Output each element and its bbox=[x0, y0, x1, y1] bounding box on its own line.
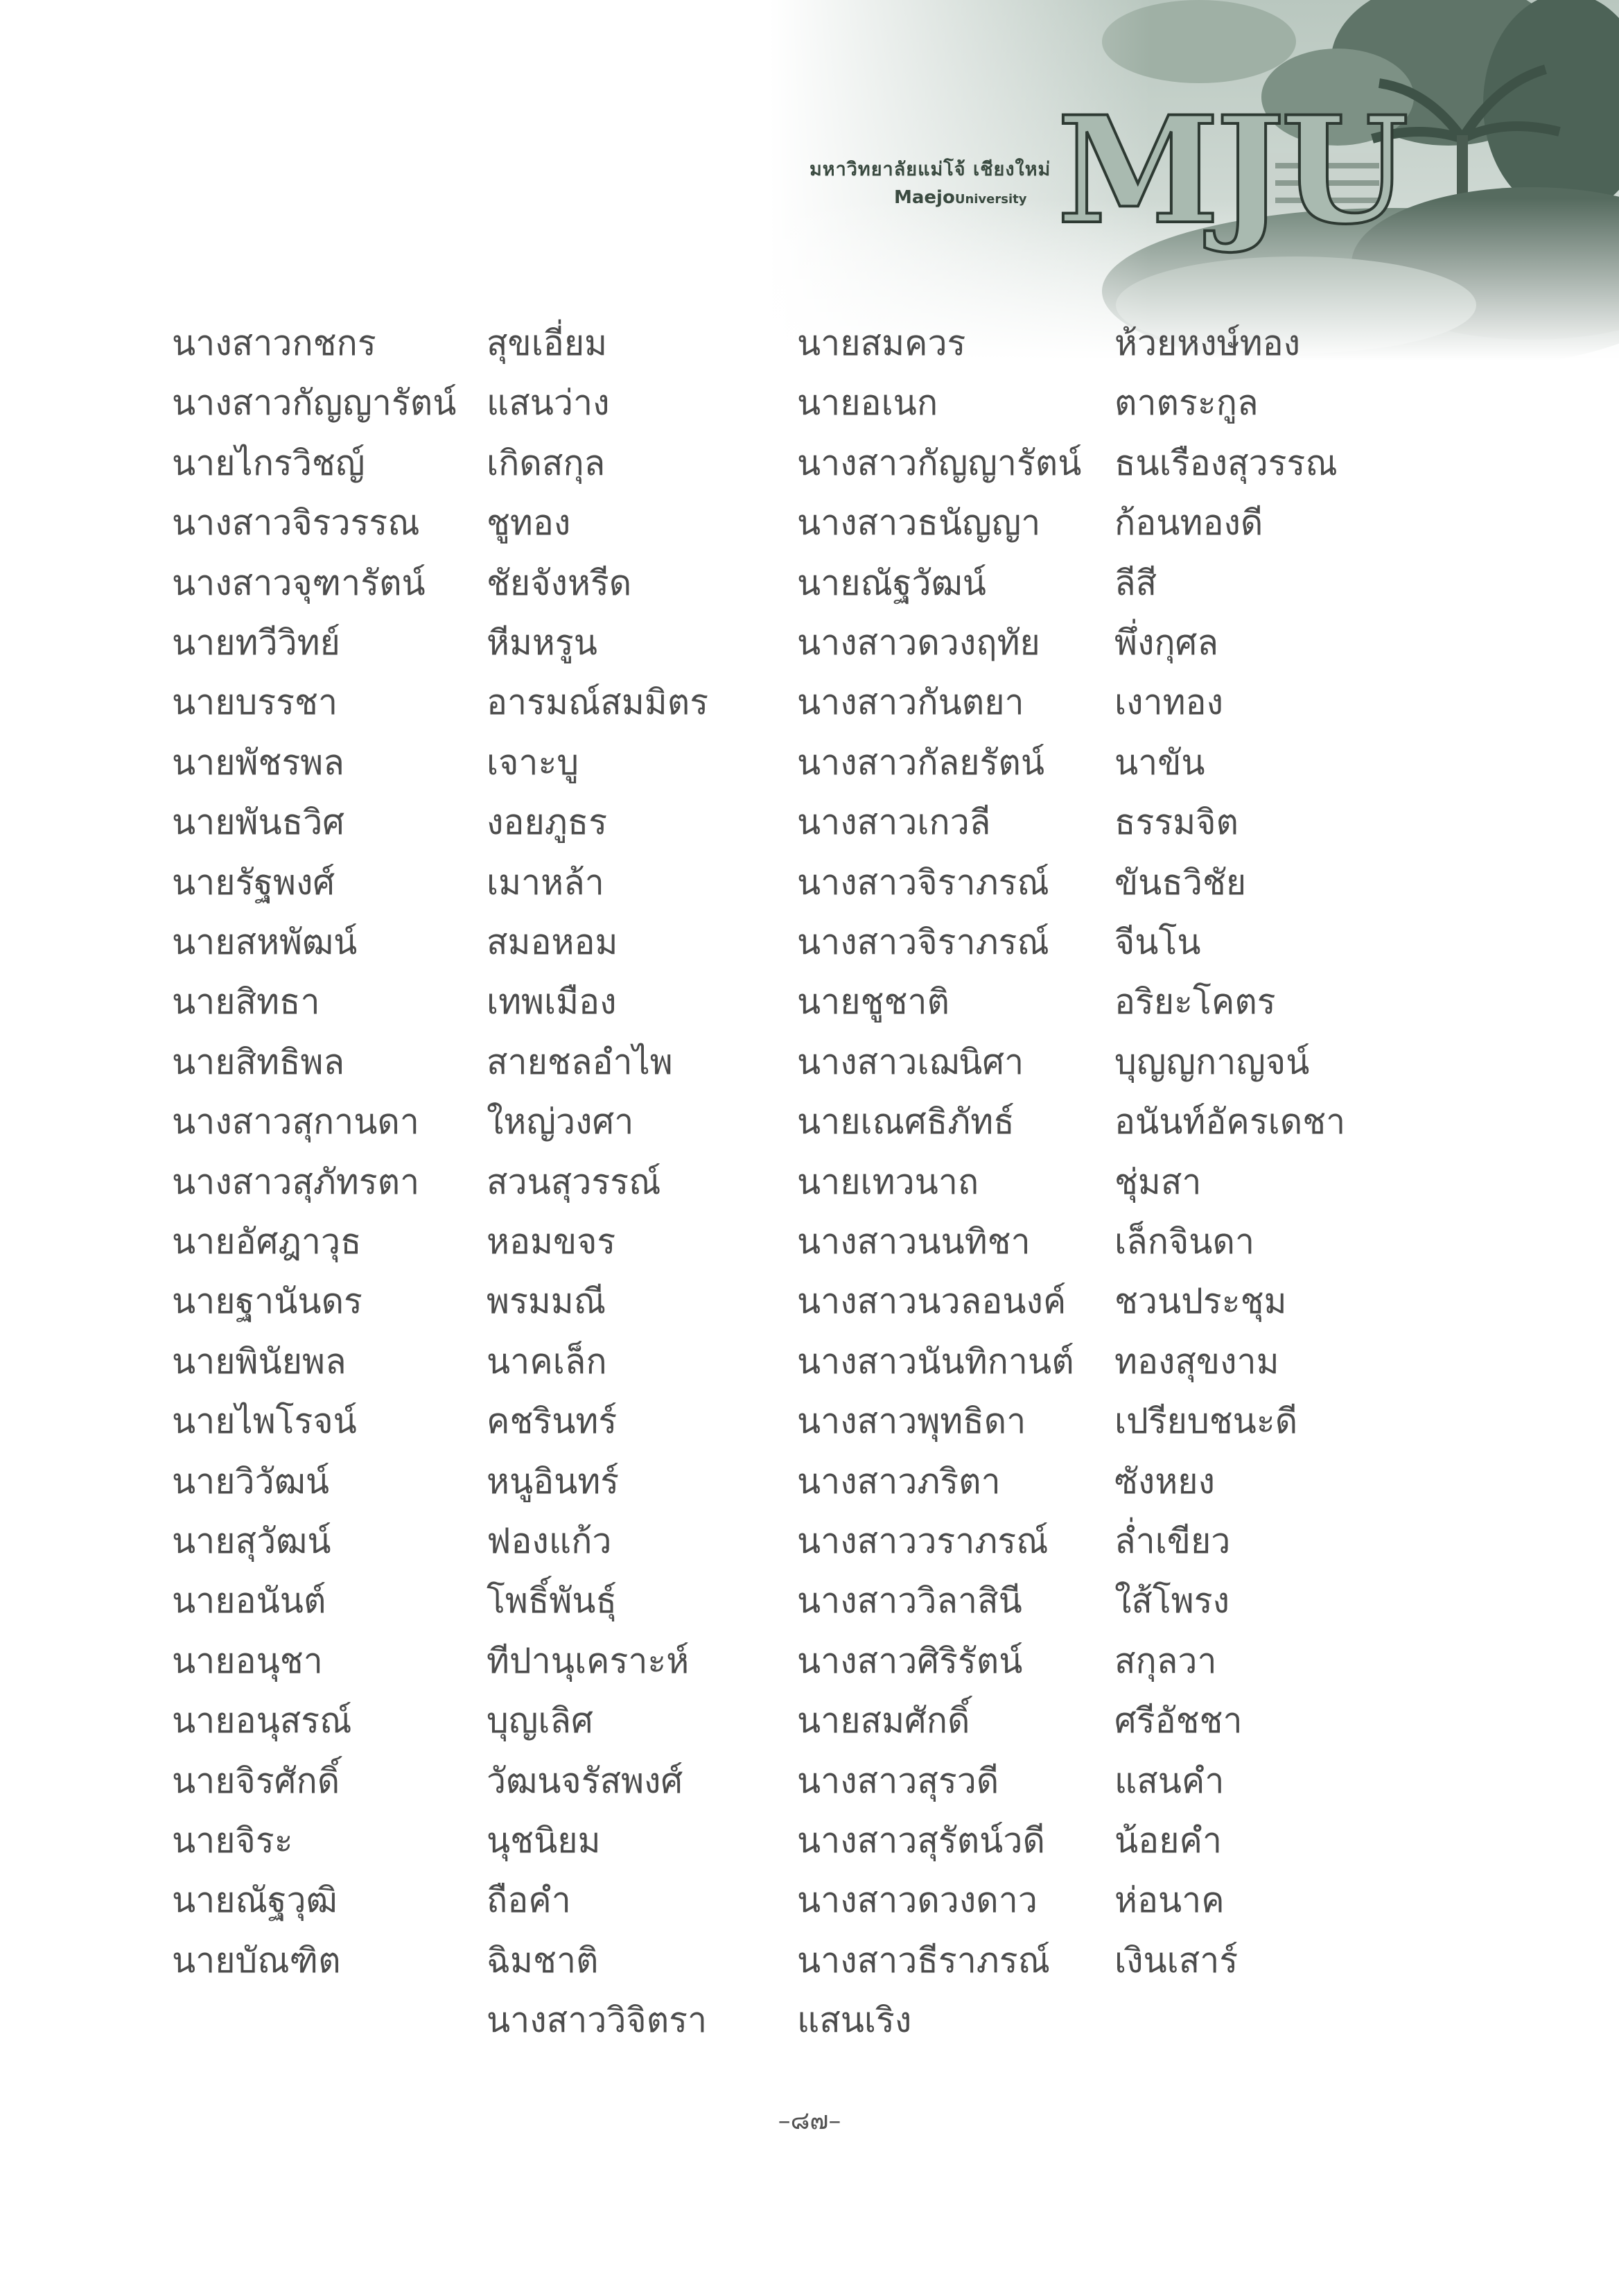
mju-logo: MJU bbox=[1057, 84, 1405, 256]
first-name-right: นางสาวศิริรัตน์ bbox=[797, 1641, 1023, 1681]
name-row bbox=[0, 792, 1619, 852]
last-name-left: หอมขจร bbox=[487, 1221, 616, 1262]
first-name-left: นางสาวจิรวรรณ bbox=[172, 503, 420, 543]
last-name-left: สมอหอม bbox=[487, 922, 618, 962]
first-name-right: นางสาวเกวลี bbox=[797, 802, 991, 842]
first-name-right: นายเณศธิภัทธ์ bbox=[797, 1102, 1015, 1142]
last-name-left: ใหญ่วงศา bbox=[487, 1102, 634, 1142]
first-name-right: นายสมควร bbox=[797, 323, 966, 363]
last-name-left: งอยภูธร bbox=[487, 802, 608, 842]
name-row bbox=[0, 1631, 1619, 1691]
first-name-left: นายสหพัฒน์ bbox=[172, 922, 358, 962]
first-name-right: แสนเริง bbox=[797, 2000, 912, 2040]
first-name-left: นายอนุสรณ์ bbox=[172, 1701, 352, 1741]
last-name-right: น้อยคำ bbox=[1114, 1820, 1223, 1861]
name-row bbox=[0, 1811, 1619, 1870]
last-name-right: ศรีอัชชา bbox=[1114, 1701, 1243, 1741]
last-name-right: อนันท์อัครเดชา bbox=[1114, 1102, 1346, 1142]
last-name-left: ฟองแก้ว bbox=[487, 1521, 612, 1561]
first-name-left: นายพัชรพล bbox=[172, 742, 344, 783]
first-name-left: นายพินัยพล bbox=[172, 1341, 347, 1382]
first-name-left: นายอนุชา bbox=[172, 1641, 323, 1681]
last-name-right: ธรรมจิต bbox=[1114, 802, 1239, 842]
first-name-right: นางสาวกันตยา bbox=[797, 682, 1024, 722]
name-row bbox=[0, 373, 1619, 433]
name-row bbox=[0, 493, 1619, 553]
last-name-left: นางสาววิจิตรา bbox=[487, 2000, 708, 2040]
last-name-right: ชุ่มสา bbox=[1114, 1162, 1202, 1202]
first-name-left: นายจิระ bbox=[172, 1820, 293, 1861]
first-name-left: นางสาวสุภัทรตา bbox=[172, 1162, 420, 1202]
last-name-left: สุขเอี่ยม bbox=[487, 323, 608, 363]
name-row bbox=[0, 1452, 1619, 1511]
first-name-right: นางสาวนวลอนงค์ bbox=[797, 1281, 1067, 1321]
last-name-left: เกิดสกุล bbox=[487, 443, 606, 483]
last-name-right: แสนคำ bbox=[1114, 1761, 1225, 1801]
first-name-right: นางสาวจิราภรณ์ bbox=[797, 922, 1049, 962]
first-name-right: นางสาวธีราภรณ์ bbox=[797, 1940, 1050, 1981]
first-name-right: นางสาวจิราภรณ์ bbox=[797, 862, 1049, 903]
first-name-left: นายบัณฑิต bbox=[172, 1940, 341, 1981]
last-name-right: ทองสุขงาม bbox=[1114, 1341, 1279, 1382]
first-name-left: นายสิทธา bbox=[172, 982, 320, 1022]
first-name-right: นายสมศักดิ์ bbox=[797, 1701, 970, 1741]
first-name-right: นางสาวสุรัตน์วดี bbox=[797, 1820, 1045, 1861]
last-name-left: เมาหล้า bbox=[487, 862, 604, 903]
first-name-left: นายฐานันดร bbox=[172, 1281, 362, 1321]
last-name-left: สวนสุวรรณ์ bbox=[487, 1162, 661, 1202]
first-name-left: นายวิวัฒน์ bbox=[172, 1461, 330, 1502]
name-row bbox=[0, 1751, 1619, 1811]
name-row bbox=[0, 1332, 1619, 1391]
university-name-main: Maejo bbox=[894, 187, 955, 208]
first-name-right: นางสาวกัลยรัตน์ bbox=[797, 742, 1045, 783]
last-name-left: นุชนิยม bbox=[487, 1820, 601, 1861]
last-name-left: ชูทอง bbox=[487, 503, 571, 543]
last-name-left: พรมมณี bbox=[487, 1281, 606, 1321]
name-row bbox=[0, 1691, 1619, 1750]
last-name-left: วัฒนจรัสพงศ์ bbox=[487, 1761, 683, 1801]
last-name-left: ฉิมชาติ bbox=[487, 1940, 599, 1981]
last-name-left: ชัยจังหรีด bbox=[487, 563, 632, 603]
last-name-left: บุญเลิศ bbox=[487, 1701, 593, 1741]
first-name-right: นางสาววราภรณ์ bbox=[797, 1521, 1049, 1561]
last-name-right: ก้อนทองดี bbox=[1114, 503, 1263, 543]
last-name-right: เงินเสาร์ bbox=[1114, 1940, 1239, 1981]
first-name-left: นายณัฐวุฒิ bbox=[172, 1880, 338, 1920]
last-name-right: เล็กจินดา bbox=[1114, 1221, 1255, 1262]
first-name-left: นายสิทธิพล bbox=[172, 1042, 345, 1082]
name-row bbox=[0, 1092, 1619, 1151]
first-name-left: นายทวีวิทย์ bbox=[172, 623, 340, 663]
first-name-right: นางสาววิลาสินี bbox=[797, 1581, 1022, 1621]
name-row bbox=[0, 672, 1619, 732]
last-name-left: โพธิ์พันธุ์ bbox=[487, 1581, 617, 1621]
first-name-left: นายไกรวิชญ์ bbox=[172, 443, 365, 483]
last-name-left: นาคเล็ก bbox=[487, 1341, 607, 1382]
name-row bbox=[0, 912, 1619, 972]
first-name-right: นายอเนก bbox=[797, 383, 938, 423]
first-name-left: นางสาวกัญญารัตน์ bbox=[172, 383, 457, 423]
first-name-left: นายบรรชา bbox=[172, 682, 338, 722]
last-name-right: พึ่งกุศล bbox=[1114, 623, 1219, 663]
last-name-left: หีมหรูน bbox=[487, 623, 597, 663]
first-name-left: นายไพโรจน์ bbox=[172, 1401, 357, 1441]
first-name-right: นางสาวภริตา bbox=[797, 1461, 1001, 1502]
name-row bbox=[0, 313, 1619, 373]
last-name-left: ทีปานุเคราะห์ bbox=[487, 1641, 690, 1681]
first-name-right: นางสาวนนทิชา bbox=[797, 1221, 1031, 1262]
last-name-right: เปรียบชนะดี bbox=[1114, 1401, 1298, 1441]
name-row bbox=[0, 1990, 1619, 2050]
university-name-thai: มหาวิทยาลัยแม่โจ้ เชียงใหม่ bbox=[810, 159, 1051, 180]
first-name-left: นายรัฐพงศ์ bbox=[172, 862, 335, 903]
last-name-right: ใส้โพรง bbox=[1114, 1581, 1230, 1621]
first-name-left: นายอนันต์ bbox=[172, 1581, 326, 1621]
first-name-left: นางสาวจุฑารัตน์ bbox=[172, 563, 426, 603]
university-name-sub: University bbox=[954, 192, 1027, 207]
name-row bbox=[0, 1212, 1619, 1271]
name-row bbox=[0, 433, 1619, 493]
last-name-left: เทพเมือง bbox=[487, 982, 617, 1022]
first-name-right: นายณัฐวัฒน์ bbox=[797, 563, 986, 603]
name-row bbox=[0, 1391, 1619, 1451]
last-name-left: อารมณ์สมมิตร bbox=[487, 682, 709, 722]
last-name-right: ซังหยง bbox=[1114, 1461, 1216, 1502]
first-name-left: นายพันธวิศ bbox=[172, 802, 345, 842]
last-name-left: หนูอินทร์ bbox=[487, 1461, 620, 1502]
name-row bbox=[0, 733, 1619, 792]
last-name-right: สกุลวา bbox=[1114, 1641, 1217, 1681]
first-name-right: นางสาวธนัญญา bbox=[797, 503, 1041, 543]
first-name-right: นางสาวเฌนิศา bbox=[797, 1042, 1024, 1082]
last-name-left: สายชลอำไพ bbox=[487, 1042, 673, 1082]
last-name-left: คชรินทร์ bbox=[487, 1401, 618, 1441]
name-row bbox=[0, 1931, 1619, 1990]
last-name-right: เงาทอง bbox=[1114, 682, 1223, 722]
last-name-right: จีนโน bbox=[1114, 922, 1201, 962]
last-name-left: แสนว่าง bbox=[487, 383, 610, 423]
name-row bbox=[0, 1271, 1619, 1331]
first-name-right: นางสาวสุรวดี bbox=[797, 1761, 999, 1801]
first-name-right: นางสาวพุทธิดา bbox=[797, 1401, 1026, 1441]
name-row bbox=[0, 1511, 1619, 1571]
last-name-right: ขันธวิชัย bbox=[1114, 862, 1247, 903]
first-name-right: นายเทวนาถ bbox=[797, 1162, 979, 1202]
last-name-right: ลีสี bbox=[1114, 563, 1157, 603]
first-name-left: นางสาวกชกร bbox=[172, 323, 376, 363]
first-name-left: นายอัศฎาวุธ bbox=[172, 1221, 362, 1262]
last-name-right: อริยะโคตร bbox=[1114, 982, 1276, 1022]
last-name-right: ตาตระกูล bbox=[1114, 383, 1259, 423]
first-name-left: นายสุวัฒน์ bbox=[172, 1521, 331, 1561]
last-name-right: ธนเรืองสุวรรณ bbox=[1114, 443, 1338, 483]
first-name-right: นางสาวดวงฤทัย bbox=[797, 623, 1040, 663]
name-row bbox=[0, 1032, 1619, 1092]
last-name-right: ห้วยหงษ์ทอง bbox=[1114, 323, 1301, 363]
last-name-left: เจาะบู bbox=[487, 742, 579, 783]
last-name-right: นาขัน bbox=[1114, 742, 1205, 783]
first-name-right: นางสาวกัญญารัตน์ bbox=[797, 443, 1082, 483]
first-name-right: นายชูชาติ bbox=[797, 982, 949, 1022]
last-name-right: ห่อนาค bbox=[1114, 1880, 1225, 1920]
name-row bbox=[0, 553, 1619, 613]
first-name-right: นางสาวนันทิกานต์ bbox=[797, 1341, 1074, 1382]
last-name-right: ล่ำเขียว bbox=[1114, 1521, 1231, 1561]
name-row bbox=[0, 613, 1619, 672]
last-name-right: บุญญกาญจน์ bbox=[1114, 1042, 1310, 1082]
page-number: –๘๗– bbox=[778, 2107, 841, 2135]
last-name-right: ชวนประชุม bbox=[1114, 1281, 1287, 1321]
last-name-left: ถือคำ bbox=[487, 1880, 571, 1920]
name-row bbox=[0, 1571, 1619, 1630]
first-name-left: นายจิรศักดิ์ bbox=[172, 1761, 340, 1801]
first-name-right: นางสาวดวงดาว bbox=[797, 1880, 1038, 1920]
first-name-left: นางสาวสุกานดา bbox=[172, 1102, 419, 1142]
name-row bbox=[0, 972, 1619, 1032]
name-row bbox=[0, 1870, 1619, 1930]
name-row bbox=[0, 853, 1619, 912]
name-row bbox=[0, 1152, 1619, 1212]
